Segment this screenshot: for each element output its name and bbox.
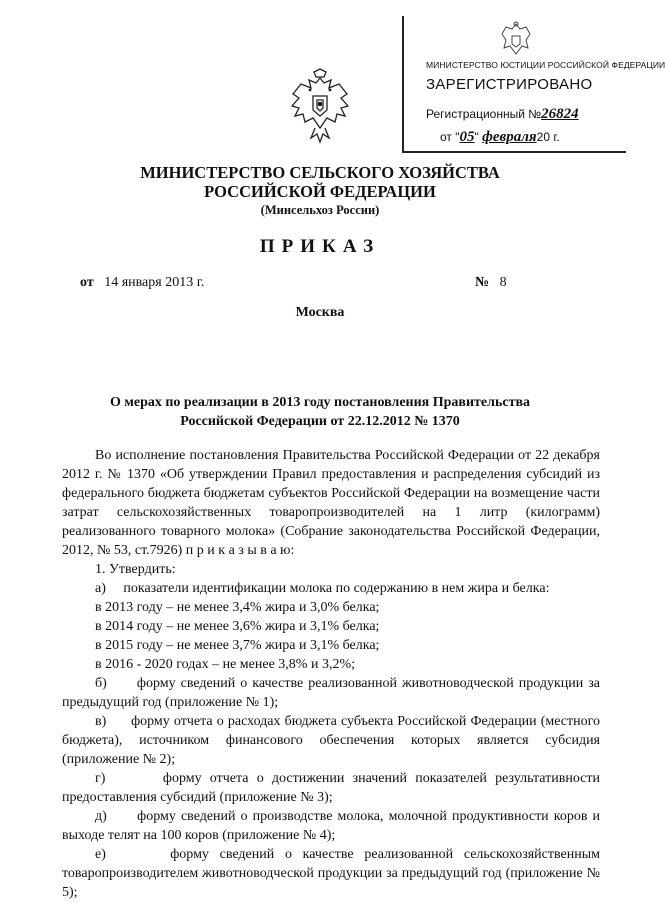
intro-paragraph: Во исполнение постановления Правительства Российской Федерации от 22 декабря 2012 г. № 1370 «Об утверждении Правил предоставления и распределения субсидий из федерального бюджета бюджетам субъектов Российской Федерации на возмещение части затрат сельскохозяйственных товаропроизводителей на 1 литр (килограмм) реализованного товарного молока» (Собрание законодательства Российской Федерации, 2012, № 53, ст.7926) п р и к а з ы в а ю: [62,448,600,558]
order-number-value: 8 [499,275,507,290]
stamp-date-prefix: от " [440,130,460,144]
registration-stamp [402,16,665,153]
item-a: а) показатели идентификации молока по содержанию в нем жира и белка: [95,581,550,596]
indicator-2014: в 2014 году – не менее 3,6% жира и 3,1% белка; [95,619,380,634]
stamp-emblem-icon [498,20,534,60]
item-g: г) форму отчета о достижении значений показателей результативности предоставления субсидий (приложение № 3); [62,771,600,805]
order-heading [0,393,640,431]
stamp-date-year: 20 [536,130,550,144]
stamp-date-month: февраля [482,129,537,145]
coat-of-arms-icon [287,68,353,148]
stamp-date-line [440,129,560,146]
item-1: 1. Утвердить: [95,562,176,577]
order-number [475,275,507,291]
stamp-reg-number: 26824 [541,106,579,122]
order-body [62,446,600,902]
indicator-2016-2020: в 2016 - 2020 годах – не менее 3,8% и 3,2%; [95,657,356,672]
item-v: в) форму отчета о расходах бюджета субъекта Российской Федерации (местного бюджета), источником финансового обеспечения которых является субсидия (приложение № 2); [62,714,600,767]
stamp-reg-line [426,106,579,123]
stamp-date-quote: " [474,130,479,144]
stamp-date-day: 05 [459,129,475,145]
ministry-name [0,163,640,201]
stamp-registered: ЗАРЕГИСТРИРОВАНО [426,76,593,93]
ministry-line2: РОССИЙСКОЙ ФЕДЕРАЦИИ [204,182,436,201]
document-type: ПРИКАЗ [259,236,381,257]
order-date [80,275,204,291]
stamp-date-suffix: г. [550,130,560,144]
order-date-prefix: от [80,275,94,290]
order-number-label: № [475,275,490,290]
order-date-value: 14 января 2013 г. [104,275,205,290]
order-heading-line2: Российской Федерации от 22.12.2012 № 1370 [180,414,460,429]
indicator-2015: в 2015 году – не менее 3,7% жира и 3,1% белка; [95,638,380,653]
indicator-2013: в 2013 году – не менее 3,4% жира и 3,0% белка; [95,600,380,615]
stamp-ministry: МИНИСТЕРСТВО ЮСТИЦИИ РОССИЙСКОЙ ФЕДЕРАЦИИ [426,60,665,70]
stamp-reg-label: Регистрационный № [426,107,542,121]
ministry-short-name: (Минсельхоз России) [260,203,380,217]
item-e: е) форму сведений о качестве реализованной сельскохозяйственным товаропроизводителем животноводческой продукции за предыдущий год (приложение № 5); [62,847,600,900]
item-b: б) форму сведений о качестве реализованной животноводческой продукции за предыдущий год (приложение № 1); [62,676,600,710]
order-heading-line1: О мерах по реализации в 2013 году постановления Правительства [109,395,531,410]
city: Москва [295,305,345,320]
item-d: д) форму сведений о производстве молока, молочной продуктивности коров и выходе телят на 100 коров (приложение № 4); [62,809,600,843]
ministry-line1: МИНИСТЕРСТВО СЕЛЬСКОГО ХОЗЯЙСТВА [140,163,500,182]
